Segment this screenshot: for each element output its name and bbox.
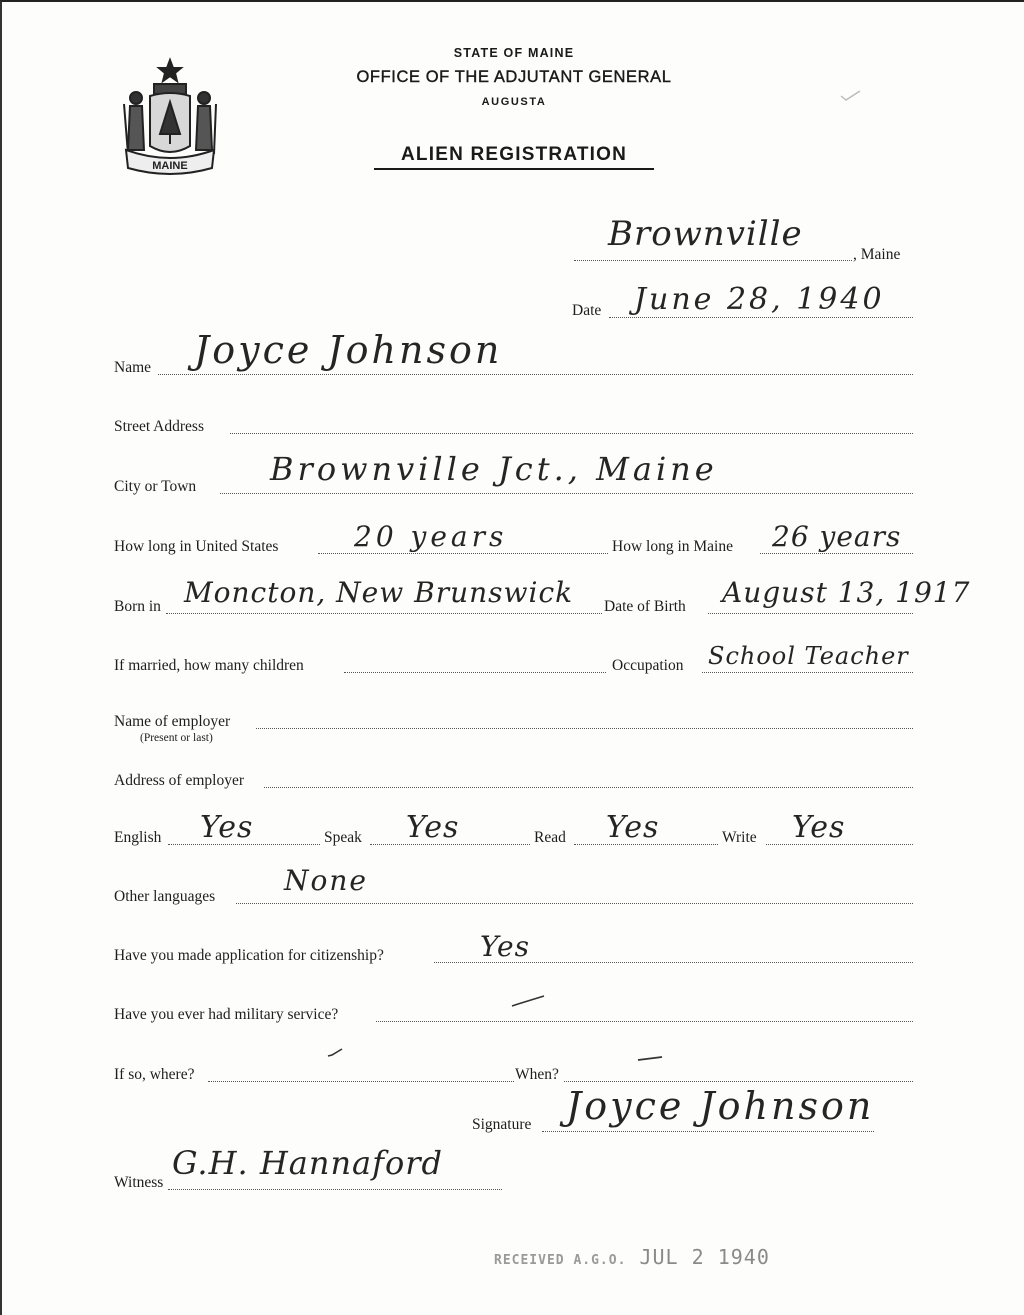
date-label: Date bbox=[572, 302, 602, 319]
date-line bbox=[609, 317, 913, 318]
town-value: Brownville bbox=[608, 214, 803, 254]
how-long-us-value: 20 years bbox=[354, 520, 508, 553]
other-languages-label: Other languages bbox=[114, 888, 216, 905]
write-label: Write bbox=[722, 829, 757, 846]
date-value: June 28, 1940 bbox=[634, 282, 885, 317]
form-title: ALIEN REGISTRATION bbox=[374, 144, 654, 170]
checkmark-icon bbox=[838, 88, 864, 104]
born-in-label: Born in bbox=[114, 598, 161, 615]
signature-line bbox=[542, 1131, 874, 1132]
how-long-us-line bbox=[318, 553, 608, 554]
how-long-us-label: How long in United States bbox=[114, 538, 279, 555]
employer-label: Name of employer bbox=[114, 713, 231, 730]
born-in-line bbox=[166, 613, 602, 614]
witness-value: G.H. Hannaford bbox=[172, 1144, 444, 1182]
header-state: STATE OF MAINE bbox=[453, 46, 575, 60]
maine-state-seal-icon bbox=[114, 54, 226, 182]
signature-value: Joyce Johnson bbox=[566, 1084, 875, 1128]
employer-line bbox=[256, 728, 913, 729]
witness-label: Witness bbox=[114, 1174, 164, 1191]
employer-sublabel: (Present or last) bbox=[140, 732, 213, 744]
street-address-line bbox=[230, 433, 913, 434]
received-stamp-date: JUL 2 1940 bbox=[639, 1245, 770, 1269]
speak-label: Speak bbox=[324, 829, 362, 846]
street-address-label: Street Address bbox=[114, 418, 204, 435]
city-town-value: Brownville Jct., Maine bbox=[270, 450, 718, 488]
write-value: Yes bbox=[792, 810, 846, 845]
checkmark-icon bbox=[508, 992, 548, 1012]
how-long-maine-label: How long in Maine bbox=[612, 538, 733, 555]
how-long-maine-line bbox=[760, 553, 913, 554]
occupation-label: Occupation bbox=[612, 657, 684, 674]
where-line bbox=[208, 1081, 514, 1082]
how-long-maine-value: 26 years bbox=[772, 520, 902, 553]
children-line bbox=[344, 672, 606, 673]
date-of-birth-line bbox=[708, 613, 913, 614]
received-stamp-label: RECEIVED A.G.O. bbox=[494, 1253, 627, 1268]
occupation-value: School Teacher bbox=[708, 642, 909, 670]
checkmark-icon bbox=[326, 1046, 346, 1060]
date-of-birth-value: August 13, 1917 bbox=[722, 576, 971, 609]
date-of-birth-label: Date of Birth bbox=[604, 598, 686, 615]
received-stamp bbox=[494, 1245, 770, 1269]
other-languages-line bbox=[236, 903, 913, 904]
maine-label: , Maine bbox=[853, 246, 901, 263]
citizenship-label: Have you made application for citizenship? bbox=[114, 947, 384, 964]
city-town-line bbox=[220, 493, 913, 494]
witness-line bbox=[168, 1189, 502, 1190]
header-office: OFFICE OF THE ADJUTANT GENERAL bbox=[356, 68, 672, 86]
other-languages-value: None bbox=[284, 864, 368, 897]
read-label: Read bbox=[534, 829, 566, 846]
name-line bbox=[158, 374, 913, 375]
town-line bbox=[574, 260, 852, 261]
when-line bbox=[564, 1081, 913, 1082]
military-line bbox=[376, 1021, 913, 1022]
born-in-value: Moncton, New Brunswick bbox=[184, 576, 574, 609]
when-label: When? bbox=[515, 1066, 559, 1083]
city-town-label: City or Town bbox=[114, 478, 197, 495]
name-value: Joyce Johnson bbox=[194, 328, 503, 372]
header-city: AUGUSTA bbox=[481, 96, 547, 108]
svg-text:MAINE: MAINE bbox=[152, 160, 188, 172]
employer-address-line bbox=[264, 787, 913, 788]
speak-value: Yes bbox=[406, 810, 460, 845]
english-label: English bbox=[114, 829, 162, 846]
where-label: If so, where? bbox=[114, 1066, 195, 1083]
signature-label: Signature bbox=[472, 1116, 532, 1133]
dash-mark-icon bbox=[636, 1054, 666, 1064]
employer-address-label: Address of employer bbox=[114, 772, 244, 789]
english-value: Yes bbox=[200, 810, 254, 845]
read-value: Yes bbox=[606, 810, 660, 845]
children-label: If married, how many children bbox=[114, 657, 304, 674]
citizenship-value: Yes bbox=[480, 930, 530, 963]
occupation-line bbox=[702, 672, 913, 673]
military-label: Have you ever had military service? bbox=[114, 1006, 339, 1023]
name-label: Name bbox=[114, 359, 152, 376]
